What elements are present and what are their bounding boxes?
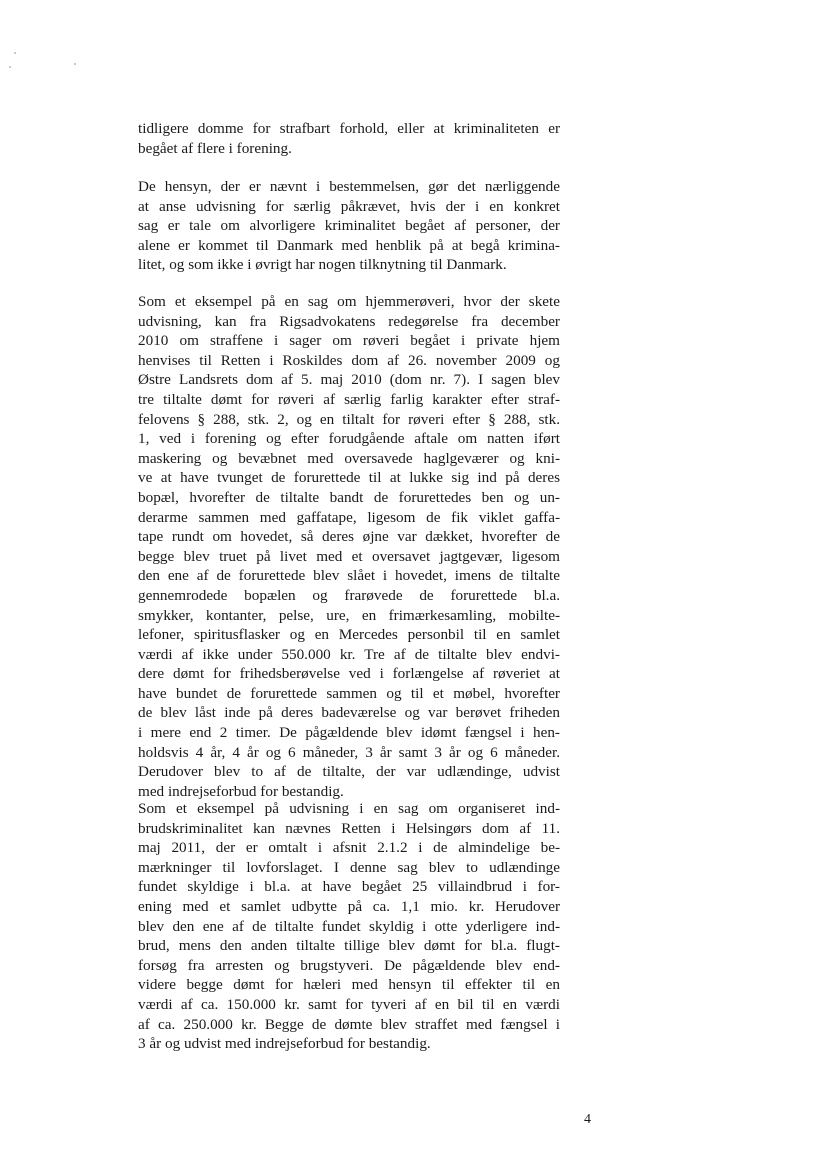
text-line: derarme sammen med gaffatape, ligesom de fik viklet gaffa- (138, 508, 560, 526)
text-line: smykker, kontanter, pelse, ure, en frimærkesamling, mobilte- (138, 606, 560, 624)
text-line: brudskriminalitet kan nævnes Retten i Helsingørs dom af 11. (138, 819, 560, 837)
text-line: begået af flere i forening. (138, 139, 292, 157)
text-line: af ca. 250.000 kr. Begge de dømte blev straffet med fængsel i (138, 1015, 560, 1033)
text-line: at anse udvisning for særlig påkrævet, hvis der i en konkret (138, 197, 560, 215)
text-line: henvises til Retten i Roskildes dom af 26. november 2009 og (138, 351, 560, 369)
text-line: holdsvis 4 år, 4 år og 6 måneder, 3 år samt 3 år og 6 måneder. (138, 743, 560, 761)
text-line: Derudover blev to af de tiltalte, der var udlændinge, udvist (138, 763, 560, 781)
text-line: 1, ved i forening og efter forudgående aftale om natten iført (138, 430, 560, 448)
paragraph-1 (138, 119, 560, 158)
text-line: begge blev truet på livet med et oversavet jagtgevær, ligesom (138, 547, 560, 565)
text-line: tidligere domme for strafbart forhold, eller at kriminaliteten er (138, 120, 560, 137)
text-line: De hensyn, der er nævnt i bestemmelsen, gør det nærliggende (138, 178, 560, 195)
text-line: alene er kommet til Danmark med henblik på at begå krimina- (138, 236, 560, 254)
text-line: have bundet de forurettede sammen og til et møbel, hvorefter (138, 684, 560, 702)
text-line: 3 år og udvist med indrejseforbud for bestandig. (138, 1035, 431, 1053)
scan-speck (14, 52, 16, 54)
text-line: forsøg fra arresten og brugstyveri. De pågældende blev end- (138, 956, 560, 974)
text-line: 2010 om straffene i sager om røveri begået i private hjem (138, 332, 560, 350)
scan-speck (74, 63, 76, 65)
paragraph-2 (138, 177, 560, 275)
text-line: gennemrodede bopælen og frarøvede de forurettede bl.a. (138, 586, 560, 604)
text-line: blev den ene af de tiltalte fundet skyldig i otte yderligere ind- (138, 917, 560, 935)
text-line: ening med et samlet udbytte på ca. 1,1 mio. kr. Herudover (138, 897, 560, 915)
text-line: felovens § 288, stk. 2, og en tiltalt for røveri efter § 288, stk. (138, 410, 560, 428)
text-line: videre begge dømt for hæleri med hensyn til effekter til en (138, 976, 560, 994)
paragraph-3 (138, 292, 560, 801)
scan-speck (9, 66, 11, 68)
text-line: Som et eksempel på udvisning i en sag om organiseret ind- (138, 800, 560, 817)
text-line: maj 2011, der er omtalt i afsnit 2.1.2 i de almindelige be- (138, 839, 560, 857)
text-line: sag er tale om alvorligere kriminalitet begået af personer, der (138, 217, 560, 235)
text-line: i mere end 2 timer. De pågældende blev idømt fængsel i hen- (138, 724, 560, 742)
text-line: dere dømt for frihedsberøvelse ved i forlængelse af røveriet at (138, 665, 560, 683)
text-line: ve at have tvunget de forurettede til at lukke sig ind på deres (138, 469, 560, 487)
paragraph-4 (138, 799, 560, 1054)
text-line: lefoner, spiritusflasker og en Mercedes personbil til en samlet (138, 626, 560, 644)
text-line: mærkninger til lovforslaget. I denne sag blev to udlændinge (138, 858, 560, 876)
text-line: Som et eksempel på en sag om hjemmerøveri, hvor der skete (138, 293, 560, 310)
text-line: bopæl, hvorefter de tiltalte bandt de forurettedes ben og un- (138, 488, 560, 506)
text-line: maskering og bevæbnet med oversavede haglgeværer og kni- (138, 449, 560, 467)
text-line: Østre Landsrets dom af 5. maj 2010 (dom nr. 7). I sagen blev (138, 371, 560, 389)
text-line: tre tiltalte dømt for røveri af særlig farlig karakter efter straf- (138, 390, 560, 408)
text-line: med indrejseforbud for bestandig. (138, 782, 344, 800)
text-line: udvisning, kan fra Rigsadvokatens redegørelse fra december (138, 312, 560, 330)
page-number: 4 (584, 1112, 591, 1127)
text-line: tape rundt om hovedet, så deres øjne var dækket, hvorefter de (138, 528, 560, 546)
text-line: de blev låst inde på deres badeværelse og var berøvet friheden (138, 704, 560, 722)
text-line: værdi af ca. 150.000 kr. samt for tyveri af en bil til en værdi (138, 995, 560, 1013)
text-line: litet, og som ikke i øvrigt har nogen tilknytning til Danmark. (138, 256, 507, 274)
text-line: brud, mens den anden tiltalte tillige blev dømt for bl.a. flugt- (138, 937, 560, 955)
text-line: fundet skyldige i bl.a. at have begået 25 villaindbrud i for- (138, 878, 560, 896)
text-line: værdi af ikke under 550.000 kr. Tre af de tiltalte blev endvi- (138, 645, 560, 663)
text-line: den ene af de forurettede blev slået i hovedet, imens de tiltalte (138, 567, 560, 585)
